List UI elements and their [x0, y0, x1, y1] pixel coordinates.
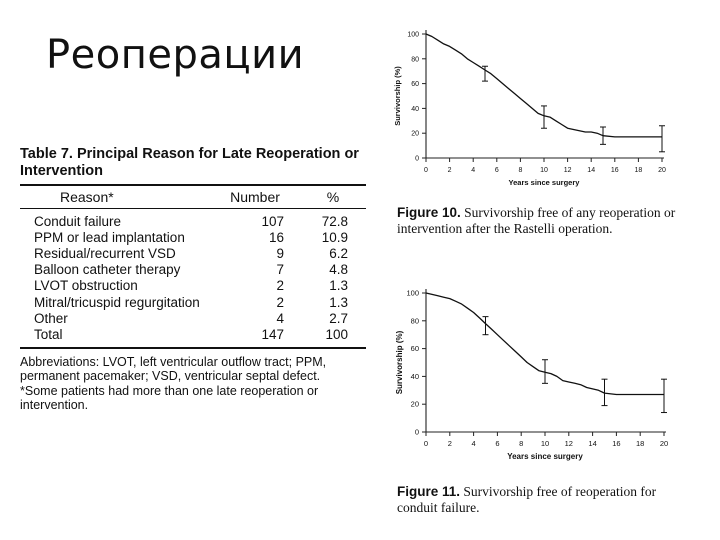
- fig10-y-tick-label: 0: [415, 155, 419, 163]
- fig11-x-tick-label: 14: [588, 439, 597, 448]
- cell-number: 2: [276, 278, 284, 294]
- fig11-x-tick-label: 20: [659, 439, 669, 448]
- fig11-x-tick-label: 10: [540, 439, 550, 448]
- cell-percent: 1.3: [329, 278, 348, 294]
- fig10-y-tick-label: 40: [411, 105, 419, 113]
- fig11-y-tick-label: 80: [410, 316, 419, 326]
- table-row: [20, 278, 366, 294]
- cell-reason: Other: [34, 310, 68, 326]
- fig10-x-tick-label: 14: [587, 167, 596, 174]
- cell-reason: Total: [34, 326, 63, 342]
- cell-reason: Mitral/tricuspid regurgitation: [34, 294, 200, 310]
- fig11-y-tick-label: 60: [410, 344, 419, 354]
- fig11-x-tick-label: 16: [612, 439, 621, 448]
- fig10-x-axis-label: Years since surgery: [508, 178, 580, 187]
- fig11-x-tick-label: 2: [447, 439, 452, 448]
- table-footnote-star: *Some patients had more than one late reoperation or intervention.: [20, 383, 319, 412]
- figure-11-caption: [397, 484, 679, 516]
- cell-percent: 2.7: [329, 310, 348, 326]
- cell-reason: PPM or lead implantation: [34, 229, 185, 245]
- figure-10-caption-text: Survivorship free of any reoperation or intervention after the Rastelli operation.: [397, 205, 676, 236]
- fig10-x-tick-label: 6: [494, 167, 499, 174]
- fig10-x-tick-label: 8: [518, 167, 523, 174]
- cell-reason: Conduit failure: [34, 213, 122, 229]
- fig10-x-tick-label: 18: [634, 167, 643, 174]
- header-reason: Reason*: [60, 189, 114, 205]
- fig11-x-axis-label: Years since surgery: [507, 452, 583, 461]
- fig10-x-tick-label: 16: [610, 167, 619, 174]
- cell-percent: 10.9: [321, 229, 348, 245]
- fig10-y-axis-label: Survivorship (%): [393, 66, 402, 126]
- table-footnote-abbreviations: Abbreviations: LVOT, left ventricular outflow tract; PPM, permanent pacemaker; VSD, ventricular septal defect.: [20, 354, 327, 383]
- table-header-row: [20, 186, 366, 208]
- fig10-y-tick-label: 60: [411, 81, 419, 89]
- table-row: [20, 262, 366, 278]
- figure-11-label: Figure 11.: [397, 484, 461, 499]
- fig10-x-tick-label: 12: [563, 167, 572, 174]
- cell-number: 147: [261, 326, 284, 342]
- fig11-x-tick-label: 8: [519, 439, 524, 448]
- table-title: Table 7. Principal Reason for Late Reoperation or Intervention: [20, 146, 359, 179]
- fig11-y-tick-label: 40: [410, 371, 419, 381]
- cell-reason: Balloon catheter therapy: [34, 262, 181, 278]
- slide-title: Реоперации: [46, 32, 305, 78]
- fig10-y-tick-label: 20: [411, 130, 419, 138]
- fig11-x-tick-label: 18: [636, 439, 645, 448]
- cell-percent: 72.8: [321, 213, 348, 229]
- fig10-x-tick-label: 20: [658, 167, 666, 174]
- cell-percent: 1.3: [329, 294, 348, 310]
- cell-number: 9: [276, 245, 284, 261]
- table-row: [20, 213, 366, 229]
- fig10-x-tick-label: 10: [540, 167, 548, 174]
- fig10-y-tick-label: 80: [411, 56, 419, 64]
- table-row: [20, 229, 366, 245]
- cell-number: 2: [276, 294, 284, 310]
- cell-percent: 4.8: [329, 262, 348, 278]
- cell-reason: LVOT obstruction: [34, 278, 138, 294]
- fig11-y-tick-label: 20: [410, 399, 419, 409]
- fig11-y-axis-label: Survivorship (%): [395, 330, 404, 395]
- table-row: [20, 310, 366, 326]
- cell-number: 16: [268, 229, 284, 245]
- fig11-x-tick-label: 12: [564, 439, 573, 448]
- fig11-x-tick-label: 4: [471, 439, 476, 448]
- table-row: [20, 245, 366, 261]
- fig11-x-tick-label: 6: [495, 439, 500, 448]
- cell-number: 4: [276, 310, 284, 326]
- fig11-y-tick-label: 100: [406, 288, 419, 298]
- table-body: [20, 209, 366, 347]
- fig10-x-tick-label: 4: [471, 167, 476, 174]
- cell-percent: 6.2: [329, 245, 348, 261]
- fig10-x-tick-label: 2: [447, 167, 452, 174]
- fig10-x-tick-label: 0: [424, 167, 428, 174]
- reoperation-table: [20, 146, 366, 413]
- figure-10-chart: [386, 22, 686, 198]
- header-number: Number: [230, 189, 280, 205]
- fig11-y-tick-label: 0: [414, 427, 419, 437]
- table-bottom-rule: [20, 347, 366, 349]
- fig11-x-tick-label: 0: [423, 439, 429, 448]
- figure-10-label: Figure 10.: [397, 205, 461, 220]
- figure-11-caption-text: Survivorship free of reoperation for conduit failure.: [397, 484, 657, 515]
- header-percent: %: [326, 189, 340, 205]
- cell-percent: 100: [325, 326, 348, 342]
- figure-11-chart: [388, 284, 686, 474]
- figure-10-caption: [397, 205, 679, 237]
- table-row-total: [20, 326, 366, 342]
- fig10-y-tick-label: 100: [407, 31, 419, 39]
- cell-reason: Residual/recurrent VSD: [34, 245, 176, 261]
- cell-number: 7: [276, 262, 284, 278]
- table-row: [20, 294, 366, 310]
- cell-number: 107: [261, 213, 284, 229]
